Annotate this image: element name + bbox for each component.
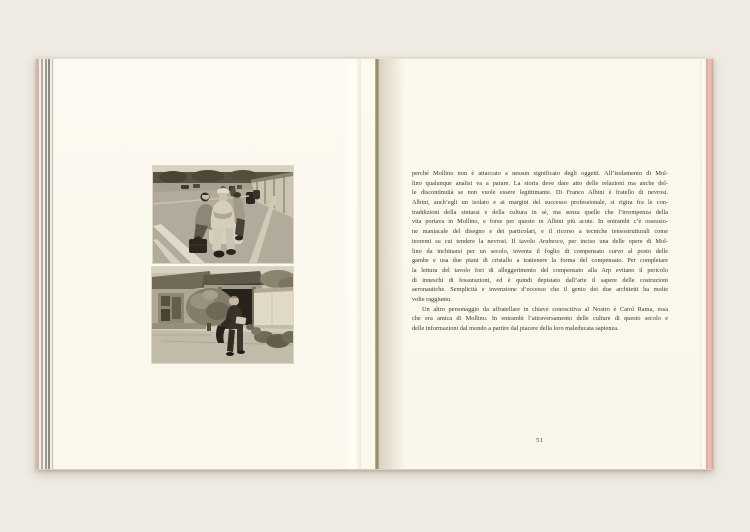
text-line: Albini, anch’egli un isolato e ai margini del successo professionale, si rigira fra le con- bbox=[412, 199, 668, 207]
text-line: lino da inchinarsi per un secolo, inventa il foglio di compensato curvo al posto delle bbox=[412, 247, 668, 255]
left-page bbox=[55, 59, 375, 469]
text-line: che era amica di Mollino. In entrambi l’attraversamento delle culture di questo secolo e bbox=[412, 315, 668, 323]
photo-roadside-scooter bbox=[153, 166, 293, 263]
text-line: la lettura del tavolo fori di alleggerimento del compensato alla Arp evitano il pericolo bbox=[412, 266, 668, 274]
page-number: 51 bbox=[536, 437, 544, 444]
paragraph-last-line: volte raggiunto. bbox=[412, 295, 452, 303]
paragraph-last-line: delle informazioni dal mondo a partire dal piacere della loro maleducata sapienza. bbox=[412, 325, 619, 332]
text-line: vita portava in Mollino, e forse per questo in Albini più acute. In entrambi c’è ossessio- bbox=[412, 218, 668, 226]
body-text bbox=[412, 169, 668, 334]
text-line bbox=[412, 237, 668, 247]
right-page bbox=[379, 59, 705, 469]
photo-courtyard bbox=[152, 267, 293, 363]
paragraph-first-line: Un altro personaggio da affratellare in chiave conoscitiva al Nostro è Carol Rama, essa bbox=[422, 305, 668, 313]
text-segment: teoremi su cui tendere la nevrosi. Il tavolo bbox=[412, 237, 539, 245]
text-line: di inneschi di fessurazioni, ed è quindi depistato dall’arte il sapere delle costruzioni bbox=[412, 276, 668, 284]
left-page-stack-edges bbox=[36, 59, 55, 469]
text-line: ne maniacale del disegno e dei particolari, e il ricorso a tecniche tensostrutturali come bbox=[412, 228, 668, 236]
text-segment: , per inciso una delle opere di Mol- bbox=[562, 237, 668, 245]
book-spread bbox=[36, 58, 713, 470]
gutter-highlight bbox=[341, 59, 361, 469]
fore-edge-pink bbox=[706, 59, 713, 469]
text-line: le discontinuità se non vuole essere legittimante. Di Franco Albini è fratello di nevrosi. bbox=[412, 189, 668, 197]
text-line: traddizioni della sintassi e della cultura in sé, ma senza quelle che l’irrompenza della bbox=[412, 208, 668, 216]
text-line: perché Mollino non è attaccato a nessun significato degli oggetti. All’isolamento di Mol- bbox=[412, 170, 668, 177]
italic-title-arabesco: Arabesco bbox=[539, 237, 563, 245]
text-line: gambe e usa due piani di cristallo a trattenere la forma del compensato. Per completare bbox=[412, 257, 668, 265]
text-line: aeronautiche. Semplicità e invenzione d’eccesso che il genio dei due architetti ha molte bbox=[412, 286, 668, 294]
text-line: lino qualunque analisi va a parare. La storia deve dare atto delle relazioni ma anche del- bbox=[412, 179, 668, 187]
gutter-shadow bbox=[379, 59, 405, 469]
